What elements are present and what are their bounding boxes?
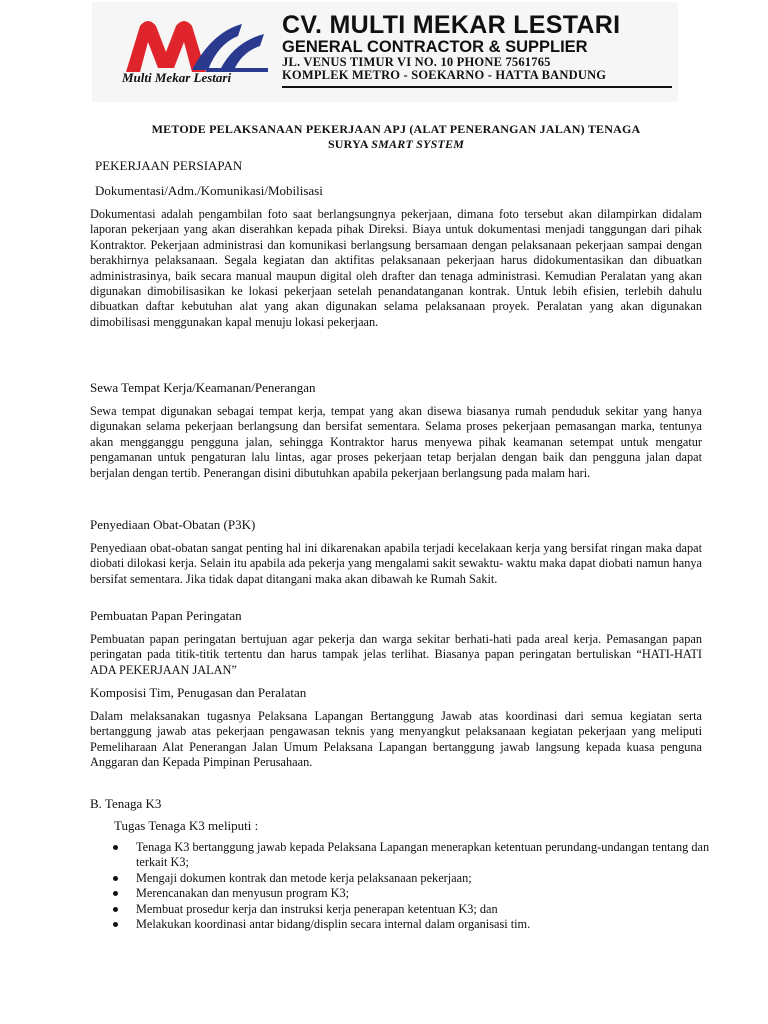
subheading-sewa: Sewa Tempat Kerja/Keamanan/Penerangan [90, 380, 316, 395]
document-title [90, 122, 702, 152]
address-line-2: KOMPLEK METRO - SOEKARNO - HATTA BANDUNG [282, 68, 607, 82]
paragraph-komposisi: Dalam melaksanakan tugasnya Pelaksana Lapangan Bertanggung Jawab atas koordinasi dari semua kegiatan serta bertanggung jawab atas pekerjaan pengawasan teknis yang menyangkut pelaksanaan kegiatan pekerjaan yang meliputi Pemeliharaan Alat Penerangan Jalan Umum Pelaksana Lapangan bertanggung jawab langsung kepada kuasa penguna Anggaran dan Kepada Pimpinan Perusahaan. [90, 709, 702, 770]
bullet-icon [113, 845, 118, 850]
k3-intro: Tugas Tenaga K3 meliputi : [114, 818, 259, 833]
company-address [282, 56, 672, 84]
list-item-text: Membuat prosedur kerja dan instruksi kerja penerapan ketentuan K3; dan [136, 901, 498, 916]
list-item-text: Tenaga K3 bertanggung jawab kepada Pelaksana Lapangan menerapkan ketentuan perundang-undangan tentang dan terkait K3; [136, 840, 710, 870]
section-heading-persiapan: PEKERJAAN PERSIAPAN [95, 158, 243, 173]
title-line-2-plain: SURYA [327, 137, 372, 151]
section-heading-k3: B. Tenaga K3 [90, 796, 162, 811]
paragraph-sewa: Sewa tempat digunakan sebagai tempat kerja, tempat yang akan disewa biasanya rumah penduduk sekitar yang hanya digunakan selama pekerjaan berlangsung dan bersifat sementara. Selama proses pekerjaan pemasangan marka, tentunya akan mengganggu pengguna jalan, sehingga Kontraktor harus menyewa pihak keamanan setempat untuk mengatur pengamanan untuk pengaturan lalu lintas, agar proses pekerjaan tetap berjalan dengan baik dan pengguna jalan dapat berjalan dengan tertib. Penerangan disini dibutuhkan apabila pekerjaan berlangsung pada malam hari. [90, 404, 702, 480]
title-line-2 [90, 137, 702, 152]
bullet-icon [113, 907, 118, 912]
list-item [110, 917, 710, 932]
letterhead [92, 2, 678, 102]
subheading-dokumentasi: Dokumentasi/Adm./Komunikasi/Mobilisasi [95, 183, 323, 198]
list-item-text: Melakukan koordinasi antar bidang/displin secara internal dalam organisasi tim. [136, 917, 531, 932]
company-name: CV. MULTI MEKAR LESTARI [282, 11, 621, 39]
list-item [110, 840, 710, 871]
subheading-p3k: Penyediaan Obat-Obatan (P3K) [90, 517, 256, 532]
k3-task-list [110, 840, 710, 932]
list-item [110, 902, 710, 917]
list-item-text: Mengaji dokumen kontrak dan metode kerja pelaksanaan pekerjaan; [136, 870, 472, 885]
company-info [282, 12, 672, 84]
list-item [110, 886, 710, 901]
paragraph-papan: Pembuatan papan peringatan bertujuan agar pekerja dan warga sekitar berhati-hati pada areal kerja. Pemasangan papan peringatan pada titik-titik tertentu dan harus tampak jelas terlihat. Biasanya papan peringatan bertuliskan “HATI-HATI ADA PEKERJAAN JALAN” [90, 632, 702, 677]
list-item-text: Merencanakan dan menyusun program K3; [136, 886, 350, 901]
paragraph-p3k: Penyediaan obat-obatan sangat penting hal ini dikarenakan apabila terjadi kecelakaan kerja yang bersifat ringan maka dapat diobati dilokasi kerja. Selain itu apabila ada pekerja yang mengalami sakit sewaktu- waktu maka dapat diobati namun hanya bersifat sementara. Jika tidak dapat ditangani maka akan dibawah ke Rumah Sakit. [90, 541, 702, 586]
company-tagline: GENERAL CONTRACTOR & SUPPLIER [282, 38, 588, 56]
address-line-1: JL. VENUS TIMUR VI NO. 10 PHONE 7561765 [282, 55, 551, 69]
letterhead-rule [282, 86, 672, 88]
paragraph-dokumentasi: Dokumentasi adalah pengambilan foto saat berlangsungnya pekerjaan, dimana foto tersebut akan dilampirkan didalam laporan pekerjaan yang akan diserahkan kepada pihak Direksi. Biaya untuk dokumentasi menjadi tanggungan dari pihak Kontraktor. Pekerjaan administrasi dan komunikasi berlangsung bersamaan dengan pelaksanaan pekerjaan sampai dengan berakhirnya pelaksanaan. Segala kegiatan dan aktifitas pelaksanaan pekerjaan harus didokumentasikan dan dibuatkan administrasinya, baik secara manual maupun digital oleh drafter dan tenaga administrasi. Kemudian Peralatan yang akan digunakan dimobilisasikan ke lokasi pekerjaan setelah penandatanganan kontrak. Untuk lebih efisien, terlebih dahulu dibuatkan daftar kebutuhan alat yang akan digunakan selama pelaksanaan proyek. Peralatan yang akan digunakan dimobilisasi menggunakan kapal menuju lokasi pekerjaan. [90, 207, 702, 329]
bullet-icon [113, 891, 118, 896]
list-item [110, 871, 710, 886]
bullet-icon [113, 922, 118, 927]
title-line-1: METODE PELAKSANAAN PEKERJAAN APJ (ALAT PENERANGAN JALAN) TENAGA [151, 122, 641, 136]
logo-caption: Multi Mekar Lestari [122, 70, 232, 85]
subheading-komposisi: Komposisi Tim, Penugasan dan Peralatan [90, 685, 307, 700]
title-line-2-italic: SMART SYSTEM [371, 137, 465, 151]
bullet-icon [113, 876, 118, 881]
subheading-papan: Pembuatan Papan Peringatan [90, 608, 242, 623]
